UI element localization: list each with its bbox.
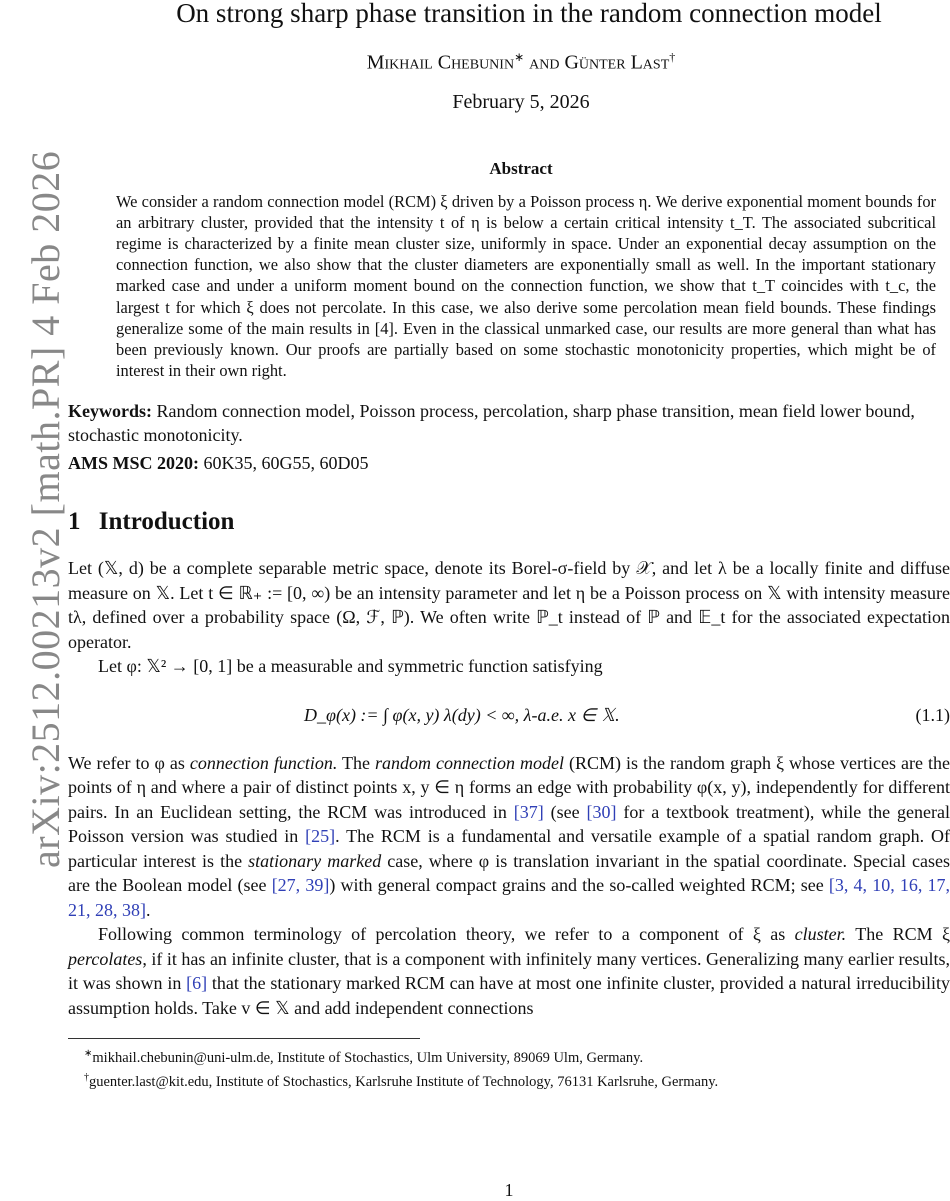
keywords <box>68 399 950 447</box>
text-run: The <box>337 753 375 773</box>
intro-paragraph-2: Let φ: 𝕏² → [0, 1] be a measurable and symmetric function satisfying <box>68 654 950 679</box>
text-run: , if it has an infinite cluster, that is a component with infinitely many vertices. Generalizing many earlier results, it was shown in <box>68 949 950 994</box>
keywords-label: Keywords: <box>68 401 152 421</box>
page-number: 1 <box>0 1180 950 1201</box>
text-run: for a textbook treatment), while the general Poisson version was studied in <box>68 802 950 847</box>
footnote-rule <box>68 1038 420 1039</box>
term-rcm: random connection model <box>375 753 564 773</box>
citation-link[interactable]: [25] <box>305 826 335 846</box>
equation-1-1 <box>68 687 950 751</box>
intro-paragraph-3 <box>68 751 950 923</box>
footnote-1-text: mikhail.chebunin@uni-ulm.de, Institute of Stochastics, Ulm University, 89069 Ulm, Germany. <box>92 1050 643 1066</box>
citation-link[interactable]: [37] <box>514 802 544 822</box>
text-run: (see <box>544 802 587 822</box>
section-number: 1 <box>68 508 81 535</box>
intro-paragraph-1: Let (𝕏, d) be a complete separable metric space, denote its Borel-σ-field by 𝒳, and let λ be a locally finite and diffuse measure on 𝕏. Let t ∈ ℝ₊ := [0, ∞) be an intensity parameter and let η be a Poisson process on 𝕏 with intensity measure tλ, defined over a probability space (Ω, ℱ, ℙ). We often write ℙ_t instead of ℙ and 𝔼_t for the associated expectation operator. <box>68 556 950 654</box>
term-stationary-marked: stationary marked <box>248 851 381 871</box>
text-run: that the stationary marked RCM can have at most one infinite cluster, provided a natural irreducibility assumption holds. Take v ∈ 𝕏 and add independent connections <box>68 973 950 1018</box>
citation-link[interactable]: [6] <box>186 973 207 993</box>
author-2-mark: † <box>669 50 675 64</box>
msc-classification <box>68 453 950 474</box>
term-cluster: cluster. <box>795 924 847 944</box>
footnote-1-mark: ∗ <box>84 1048 92 1059</box>
arxiv-side-stamp: arXiv:2512.00213v2 [math.PR] 4 Feb 2026 <box>22 151 69 868</box>
footnote-2 <box>84 1068 718 1092</box>
paper-page <box>68 0 950 1020</box>
section-title: Introduction <box>99 508 235 535</box>
paper-title: On strong sharp phase transition in the random connection model <box>68 0 950 28</box>
author-2: Günter Last <box>564 52 669 74</box>
text-run: Following common terminology of percolation theory, we refer to a component of ξ as <box>98 924 795 944</box>
citation-link[interactable]: [3, 4, 10, 16, 17, 21, 28, 38] <box>68 875 950 920</box>
footnote-1 <box>84 1044 718 1068</box>
footnote-2-text: guenter.last@kit.edu, Institute of Stochastics, Karlsruhe Institute of Technology, 76131 Karlsruhe, Germany. <box>89 1074 718 1090</box>
text-run: case, where φ is translation invariant in the spatial coordinate. Special cases are the Boolean model (see <box>68 851 950 896</box>
citation-link[interactable]: [27, 39] <box>272 875 330 895</box>
footnotes <box>84 1044 718 1092</box>
equation-body: D_φ(x) := ∫ φ(x, y) λ(dy) < ∞, λ-a.e. x ∈ 𝕏. <box>304 705 620 726</box>
intro-paragraph-4 <box>68 922 950 1020</box>
abstract-text: We consider a random connection model (RCM) ξ driven by a Poisson process η. We derive exponential moment bounds for an arbitrary cluster, provided that the intensity t of η is below a certain critical intensity t_T. The associated subcritical regime is characterized by a finite mean cluster size, uniformly in space. Under an exponential decay assumption on the connection function, we also show that the cluster diameters are exponentially small as well. In the important stationary marked case and under a uniform moment bound on the connection function, we show that t_T coincides with t_c, the largest t for which ξ does not percolate. In this case, we also derive some percolation mean field bounds. These findings generalize some of the main results in [4]. Even in the classical unmarked case, our results are more general than what has been previously known. Our proofs are partially based on some stochastic monotonicity properties, which might be of interest in their own right. <box>116 191 936 382</box>
section-heading-introduction <box>68 508 950 536</box>
msc-label: AMS MSC 2020: <box>68 453 199 473</box>
abstract-heading: Abstract <box>68 159 950 179</box>
authors-and: and <box>529 52 559 74</box>
text-run: . <box>146 900 151 920</box>
authors-line <box>68 50 950 75</box>
equation-number: (1.1) <box>916 705 950 726</box>
text-run: (RCM) is the random graph ξ whose vertices are the points of η and where a pair of distinct points x, y ∈ η forms an edge with probability φ(x, y), independently for different pairs. In an Euclidean setting, the RCM was introduced in <box>68 753 950 822</box>
text-run: . The RCM is a fundamental and versatile example of a spatial random graph. Of particular interest is the <box>68 826 950 871</box>
keywords-text: Random connection model, Poisson process, percolation, sharp phase transition, mean field lower bound, stochastic monotonicity. <box>68 401 915 445</box>
citation-link[interactable]: [30] <box>586 802 616 822</box>
msc-text: 60K35, 60G55, 60D05 <box>204 453 369 473</box>
author-1: Mikhail Chebunin <box>367 52 514 74</box>
text-run: The RCM ξ <box>846 924 950 944</box>
text-run: We refer to φ as <box>68 753 190 773</box>
footnote-2-mark: † <box>84 1072 89 1083</box>
paper-date: February 5, 2026 <box>68 91 950 114</box>
author-1-mark: ∗ <box>514 50 524 64</box>
term-connection-function: connection function. <box>190 753 337 773</box>
text-run: ) with general compact grains and the so-called weighted RCM; see <box>329 875 829 895</box>
term-percolates: percolates <box>68 949 142 969</box>
